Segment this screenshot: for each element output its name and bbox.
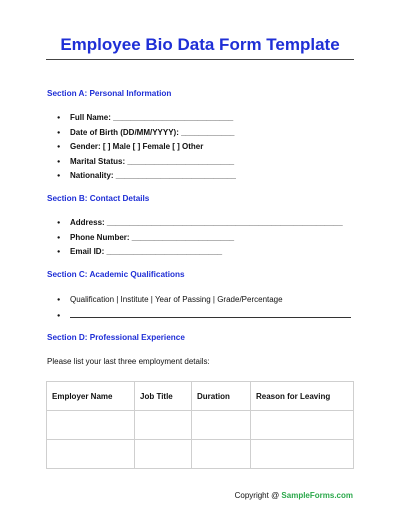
qualification-entry-line[interactable] xyxy=(70,317,351,318)
marital-status-field[interactable]: Marital Status: ________________________ xyxy=(70,156,235,166)
table-cell[interactable] xyxy=(135,411,192,440)
table-cell[interactable] xyxy=(251,440,354,469)
address-field[interactable]: Address: _____________________________________________________ xyxy=(70,218,343,227)
section-a-heading: Section A: Personal Information xyxy=(47,89,172,98)
table-cell[interactable] xyxy=(47,411,135,440)
employment-table xyxy=(46,381,354,469)
table-row xyxy=(47,411,354,440)
brand-link[interactable]: SampleForms.com xyxy=(281,491,353,500)
employment-intro: Please list your last three employment details: xyxy=(47,357,210,366)
copyright-text: Copyright @ xyxy=(234,491,282,500)
table-cell[interactable] xyxy=(251,411,354,440)
section-b-heading: Section B: Contact Details xyxy=(47,194,150,203)
full-name-field[interactable]: Full Name: ___________________________ xyxy=(70,113,234,122)
table-header-row xyxy=(47,382,354,411)
title-divider xyxy=(46,59,354,60)
footer-copyright xyxy=(235,491,353,500)
qualification-columns: Qualification | Institute | Year of Passing | Grade/Percentage xyxy=(70,295,283,304)
bullet-dot: ● xyxy=(57,313,61,319)
table-cell[interactable] xyxy=(135,440,192,469)
table-row xyxy=(47,440,354,469)
table-cell[interactable] xyxy=(192,411,251,440)
dob-field[interactable]: Date of Birth (DD/MM/YYYY): ____________ xyxy=(70,127,235,137)
page-title: Employee Bio Data Form Template xyxy=(60,35,340,54)
table-cell[interactable] xyxy=(47,440,135,469)
email-field[interactable]: Email ID: __________________________ xyxy=(70,247,223,257)
gender-field[interactable]: Gender: [ ] Male [ ] Female [ ] Other xyxy=(70,142,204,152)
column-header-job-title: Job Title xyxy=(135,382,192,411)
section-c-heading: Section C: Academic Qualifications xyxy=(47,270,185,279)
column-header-employer: Employer Name xyxy=(47,382,135,411)
column-header-duration: Duration xyxy=(192,382,251,411)
nationality-field[interactable]: Nationality: ___________________________ xyxy=(70,171,236,181)
section-d-heading: Section D: Professional Experience xyxy=(47,333,185,342)
phone-field[interactable]: Phone Number: _______________________ xyxy=(70,232,235,242)
column-header-reason: Reason for Leaving xyxy=(251,382,354,411)
table-cell[interactable] xyxy=(192,440,251,469)
